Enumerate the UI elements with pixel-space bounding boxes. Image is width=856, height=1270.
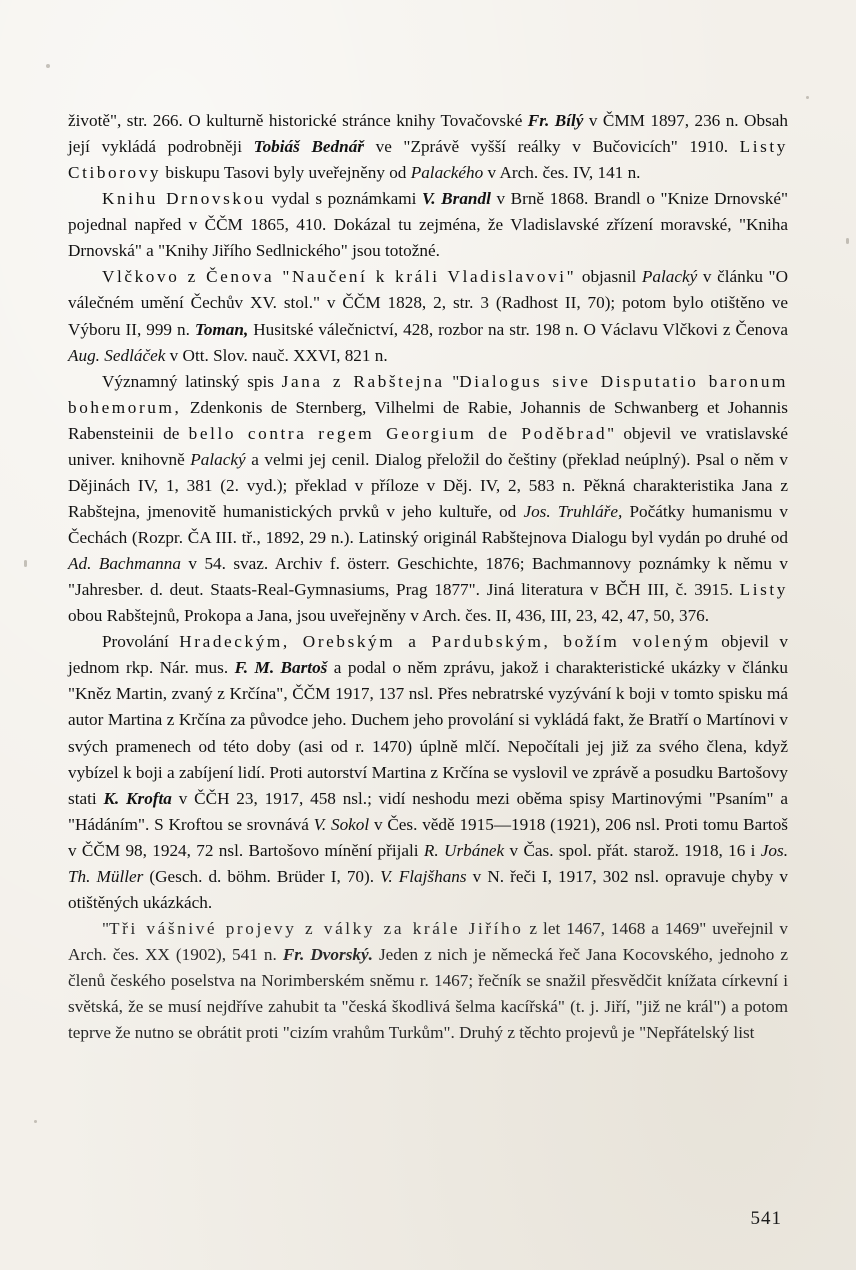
paragraph-6: "Tři vášnivé projevy z války za krále Jiřího z let 1467, 1468 a 1469" uveřejnil v Arch. čes. XX (1902), 541 n. Fr. Dvorský. Jeden z nich je německá řeč Jana Kocovského, jednoho z členů českého poselstva na Norimberském sněmu r. 1467; řečník se snažil přesvědčit knížata církevní i světská, že se musí nejdříve zahubit ta "česká škodlivá šelma kacířská" (t. j. Jiří, "již ne král") a potom teprve že nutno se obrátit proti "cizím vrahům Turkům". Druhý z těchto projevů je "Nepřátelský list [68, 918, 788, 1043]
page-number: 541 [750, 1208, 782, 1229]
paragraph-3: Vlčkovo z Čenova "Naučení k králi Vladislavovi" objasnil Palacký v článku "O válečném umění Čechův XV. stol." v ČČM 1828, 2, str. 3 (Radhost II, 70); potom bylo otištěno ve Výboru II, 999 n. Toman, Husitské válečnictví, 428, rozbor na str. 198 n. O Václavu Vlčkovi z Čenova Aug. Sedláček v Ott. Slov. nauč. XXVI, 821 n. [68, 267, 788, 365]
scan-speck [24, 560, 27, 567]
scan-speck [846, 238, 849, 244]
paragraph-1: životě", str. 266. O kulturně historické stránce knihy Tovačovské Fr. Bílý v ČMM 1897, 236 n. Obsah její vykládá podrobněji Tobiáš Bednář ve "Zprávě vyšší reálky v Bučovicích" 1910. Listy Ctiborovy biskupu Tasovi byly uveřejněny od Palackého v Arch. čes. IV, 141 n. [68, 111, 788, 183]
scan-speck [806, 96, 809, 99]
paragraph-2: Knihu Drnovskou vydal s poznámkami V. Brandl v Brně 1868. Brandl o "Knize Drnovské" pojednal napřed v ČČM 1865, 410. Dokázal tu zejména, že Vladislavské zřízení moravské, "Kniha Drnovská" a "Knihy Jiřího Sedlnického" jsou totožné. [68, 189, 789, 261]
page-body [68, 108, 788, 1046]
paragraph-5: Provolání Hradeckým, Orebským a Pardubským, božím voleným objevil v jednom rkp. Nár. mus. F. M. Bartoš a podal o něm zprávu, jakož i charakteristické ukázky v článku "Kněz Martin, zvaný z Krčína", ČČM 1917, 137 nsl. Přes nebratrské vyzývání k boji v tomto spisku má autor Martina z Krčína za původce jeho. Duchem jeho provolání si vykládá fakt, že Bratří o Martínovi v svých pramenech od této doby (asi od r. 1470) úplně mlčí. Nepočítali jej již za svého člena, když vybízel k boji a zabíjení lidí. Proti autorství Martina z Krčína se vyslovil ve zprávě a posudku Bartošovy stati K. Krofta v ČČH 23, 1917, 458 nsl.; vidí neshodu mezi oběma spisy Martinovými "Psaním" a "Hádáním". S Kroftou se srovnává V. Sokol v Čes. vědě 1915—1918 (1921), 206 nsl. Proti tomu Bartoš v ČČM 98, 1924, 72 nsl. Bartošovo mínění přijali R. Urbánek v Čas. spol. přát. starož. 1918, 16 i Jos. Th. Müller (Gesch. d. böhm. Brüder I, 70). V. Flajšhans v N. řeči I, 1917, 302 nsl. opravuje chyby v otištěných ukázkách. [68, 632, 789, 912]
paragraph-4: Významný latinský spis Jana z Rabštejna "Dialogus sive Disputatio baronum bohemorum, Zdenkonis de Sternberg, Vilhelmi de Rabie, Johannis de Schwanberg et Johannis Rabensteinii de bello contra regem Georgium de Poděbrad" objevil ve vratislavské univer. knihovně Palacký a velmi jej cenil. Dialog přeložil do češtiny (překlad neúplný). Psal o něm v Dějinách IV, 1, 381 (2. vyd.); překlad v příloze v Děj. IV, 2, 583 n. Pěkná charakteristika Jana z Rabštejna, jmenovitě humanistických prvků v jeho kultuře, od Jos. Truhláře, Počátky humanismu v Čechách (Rozpr. ČA III. tř., 1892, 29 n.). Latinský originál Rabštejnova Dialogu byl vydán po druhé od Ad. Bachmanna v 54. svaz. Archiv f. österr. Geschichte, 1876; Bachmannovy poznámky k němu v "Jahresber. d. deut. Staats-Real-Gymnasiums, Prag 1877". Jiná literatura v BČH III, č. 3915. Listy obou Rabštejnů, Prokopa a Jana, jsou uveřejněny v Arch. čes. II, 436, III, 23, 42, 47, 50, 376. [68, 371, 789, 626]
scan-speck [34, 1120, 37, 1123]
scan-speck [46, 64, 50, 68]
